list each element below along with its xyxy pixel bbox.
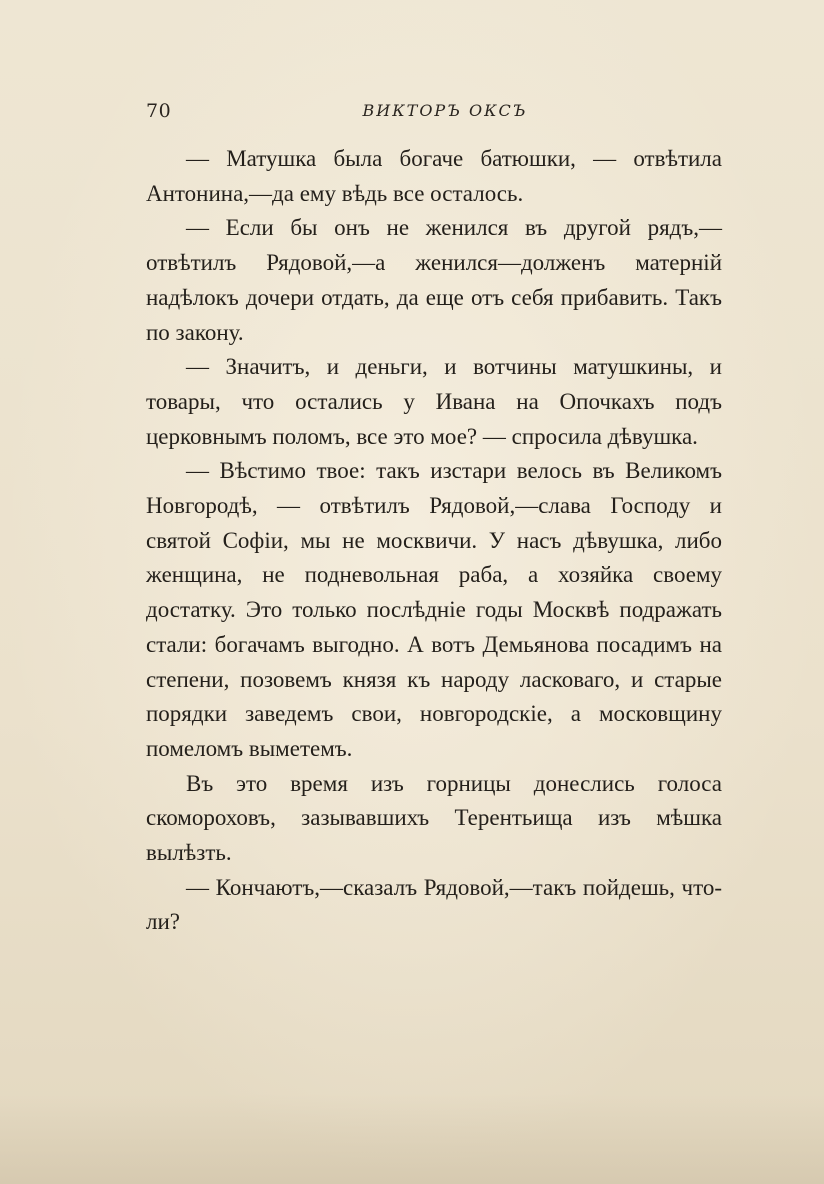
page-edge-shade [0,1094,824,1184]
paragraph: Въ это время изъ горницы донеслись голоса скомороховъ, зазывавшихъ Терентьища изъ мѣшка вылѣзть. [146,770,722,866]
running-head [146,100,722,128]
paragraph: — Значитъ, и деньги, и вотчины матушкины, и товары, что остались у Ивана на Опочкахъ подъ церковнымъ поломъ, все это мое? — спросила дѣвушка. [146,354,722,449]
running-title: ВИКТОРЪ ОКСЪ [362,101,528,120]
body-text [146,142,722,940]
paragraph: — Вѣстимо твое: такъ изстари велось въ Великомъ Новгородѣ, — отвѣтилъ Рядовой,—слава Господу и святой Софіи, мы не москвичи. У насъ дѣвушка, либо женщина, не подневольная раба, а хозяйка своему достатку. Это только послѣдніе годы Москвѣ подражать стали: богачамъ выгодно. А вотъ Демьянова посадимъ на степени, позовемъ князя къ народу ласковаго, и старые порядки заведемъ свои, новгородскіе, а московщину помеломъ выметемъ. [146,458,722,761]
paragraph: — Матушка была богаче батюшки, — отвѣтила Антонина,—да ему вѣдь все осталось. [146,146,722,206]
page-number: 70 [146,100,172,122]
paragraph: — Кончаютъ,—сказалъ Рядовой,—такъ пойдешь, что-ли? [146,874,722,935]
paragraph: — Если бы онъ не женился въ другой рядъ,— отвѣтилъ Рядовой,—а женился—долженъ матерній надѣлокъ дочери отдать, да еще отъ себя прибавить. Такъ по закону. [146,215,722,345]
